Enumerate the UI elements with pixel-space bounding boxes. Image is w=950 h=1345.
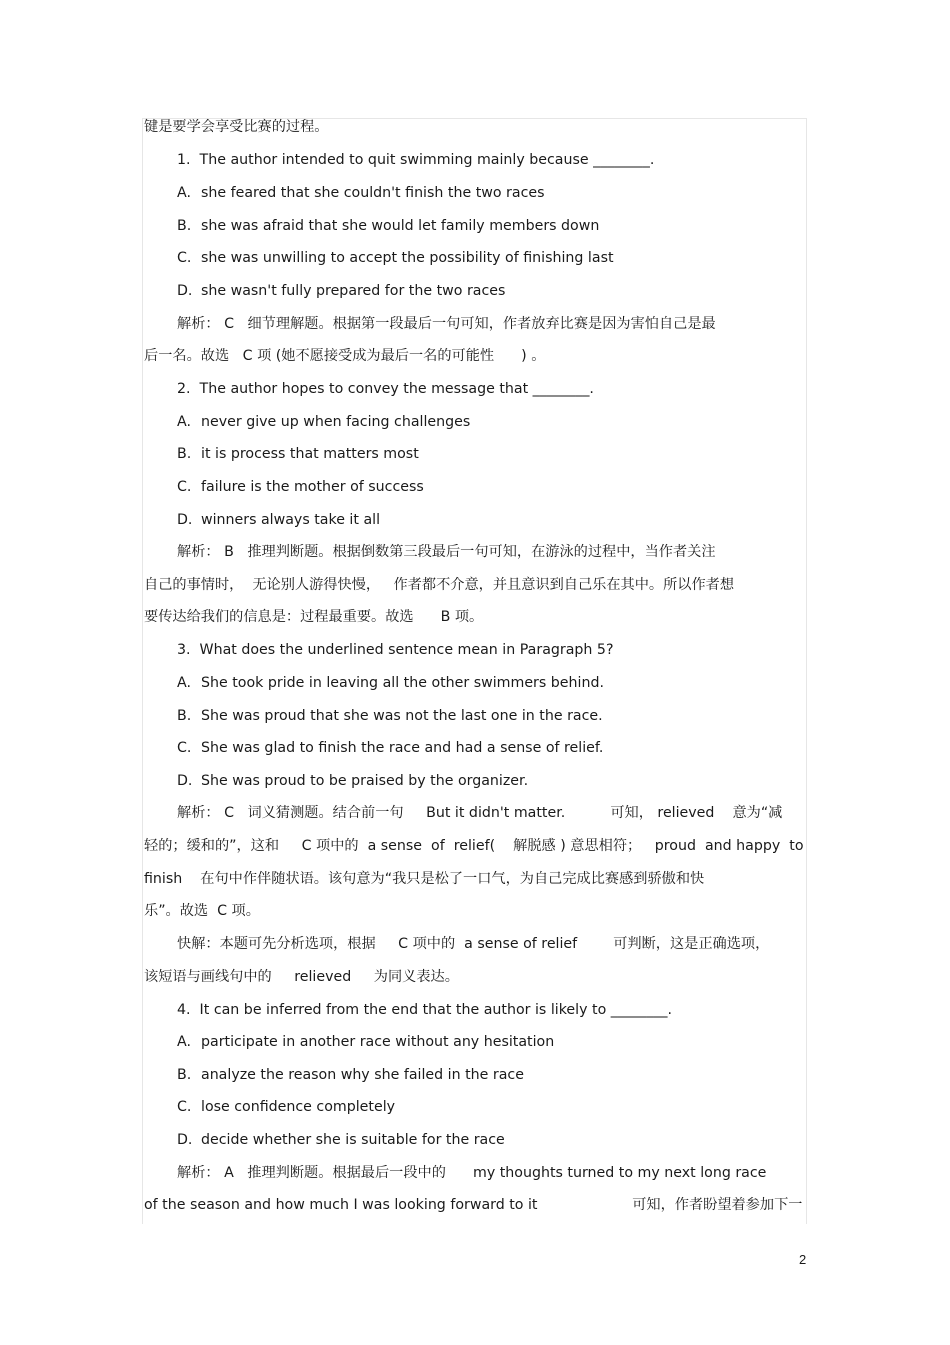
option-text: winners always take it all: [201, 512, 381, 528]
question-1-analysis-line: 后一名。故选 C 项 (她不愿接受成为最后一名的可能性 ) 。: [144, 348, 546, 364]
option-letter: B.: [177, 708, 192, 724]
option-text: failure is the mother of success: [201, 479, 424, 495]
question-4-option-c: [177, 1098, 395, 1116]
option-letter: B.: [177, 1067, 192, 1083]
question-3-analysis-line: 解析： C 词义猜测题。结合前一句 But it didn't matter. 可知， relieved 意为“减: [177, 805, 783, 821]
option-letter: C.: [177, 740, 192, 756]
question-2-stem: 2. The author hopes to convey the message that ________.: [177, 381, 594, 397]
question-3-analysis-line: finish 在句中作伴随状语。该句意为“我只是松了一口气，为自己完成比赛感到骄傲和快: [144, 871, 705, 887]
question-4-option-d: [177, 1131, 505, 1149]
question-3-quick-line: 该短语与画线句中的 relieved 为同义表达。: [144, 969, 459, 985]
question-2-analysis-line: 自己的事情时， 无论别人游得快慢， 作者都不介意，并且意识到自己乐在其中。所以作者想: [144, 577, 735, 593]
question-4-option-a: [177, 1033, 554, 1051]
question-3-option-b: [177, 707, 603, 725]
question-3-analysis-line: 轻的；缓和的”，这和 C 项中的 a sense of relief( 解脱感 ) 意思相符； proud and happy to: [144, 838, 804, 854]
option-text: analyze the reason why she failed in the race: [201, 1067, 524, 1083]
option-text: she was afraid that she would let family members down: [201, 218, 600, 234]
question-3-stem: 3. What does the underlined sentence mean in Paragraph 5?: [177, 642, 614, 658]
question-3-option-d: [177, 772, 528, 790]
option-text: she wasn't fully prepared for the two races: [201, 283, 506, 299]
option-letter: C.: [177, 1099, 192, 1115]
option-text: never give up when facing challenges: [201, 414, 471, 430]
option-text: She was glad to finish the race and had a sense of relief.: [201, 740, 604, 756]
option-text: She took pride in leaving all the other swimmers behind.: [201, 675, 604, 691]
question-1-stem: 1. The author intended to quit swimming mainly because ________.: [177, 152, 655, 168]
option-text: she feared that she couldn't finish the two races: [201, 185, 545, 201]
option-text: she was unwilling to accept the possibility of finishing last: [201, 250, 614, 266]
question-4-stem: 4. It can be inferred from the end that the author is likely to ________.: [177, 1002, 673, 1018]
question-1-option-a: [177, 184, 545, 202]
option-letter: D.: [177, 283, 193, 299]
option-letter: B.: [177, 218, 192, 234]
option-letter: D.: [177, 1132, 193, 1148]
option-text: it is process that matters most: [201, 446, 419, 462]
option-text: She was proud to be praised by the organizer.: [201, 773, 529, 789]
question-2-analysis-line: 要传达给我们的信息是：过程最重要。故选 B 项。: [144, 609, 484, 625]
option-letter: C.: [177, 250, 192, 266]
option-text: She was proud that she was not the last one in the race.: [201, 708, 603, 724]
question-4-analysis-line: of the season and how much I was looking forward to it 可知，作者盼望着参加下一: [144, 1197, 803, 1213]
question-3-analysis-line: 乐”。故选 C 项。: [144, 903, 260, 919]
question-3-option-a: [177, 674, 604, 692]
question-4-analysis-line: 解析： A 推理判断题。根据最后一段中的 my thoughts turned to my next long race: [177, 1165, 767, 1181]
question-2-option-c: [177, 478, 424, 496]
question-2-option-a: [177, 413, 470, 431]
question-2-option-d: [177, 511, 380, 529]
option-letter: D.: [177, 773, 193, 789]
question-3-option-c: [177, 739, 603, 757]
question-3-quick-line: 快解：本题可先分析选项，根据 C 项中的 a sense of relief 可判断，这是正确选项，: [177, 936, 770, 952]
question-1-option-b: [177, 217, 599, 235]
question-1-option-d: [177, 282, 505, 300]
question-4-option-b: [177, 1066, 524, 1084]
option-letter: C.: [177, 479, 192, 495]
option-letter: A.: [177, 1034, 191, 1050]
option-letter: A.: [177, 185, 191, 201]
option-letter: A.: [177, 675, 191, 691]
question-2-option-b: [177, 445, 419, 463]
option-letter: D.: [177, 512, 193, 528]
question-1-analysis-line: 解析： C 细节理解题。根据第一段最后一句可知，作者放弃比赛是因为害怕自己是最: [177, 316, 716, 332]
question-2-analysis-line: 解析： B 推理判断题。根据倒数第三段最后一句可知，在游泳的过程中，当作者关注: [177, 544, 716, 560]
continued-text-line: 键是要学会享受比赛的过程。: [144, 119, 329, 135]
option-letter: A.: [177, 414, 191, 430]
option-text: decide whether she is suitable for the race: [201, 1132, 505, 1148]
option-text: participate in another race without any hesitation: [201, 1034, 555, 1050]
page-number: 2: [799, 1252, 807, 1267]
question-1-option-c: [177, 249, 614, 267]
option-text: lose confidence completely: [201, 1099, 396, 1115]
option-letter: B.: [177, 446, 192, 462]
